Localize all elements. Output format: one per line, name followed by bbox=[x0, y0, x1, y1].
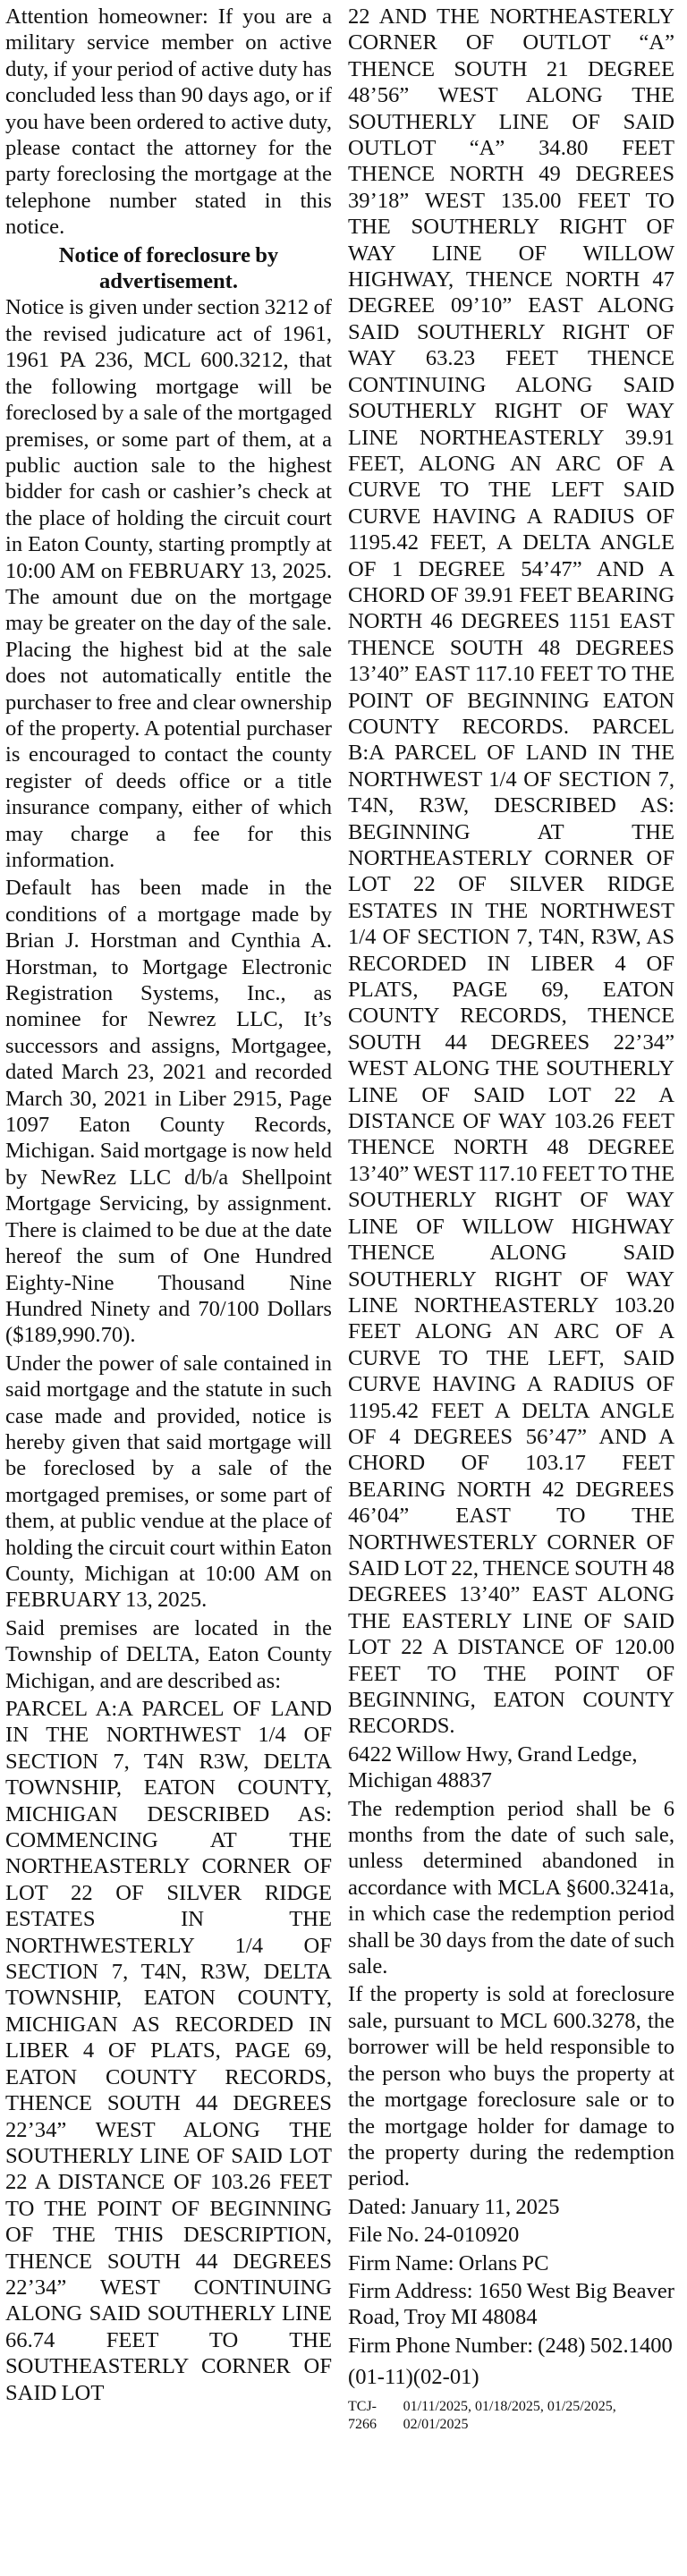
legal-description-part-1: PARCEL A:A PARCEL OF LAND IN THE NORTHWEST 1/4 OF SECTION 7, T4N R3W, DELTA TOWNSHIP, EATON COUNTY, MICHIGAN DESCRIBED AS: COMMENCING AT THE NORTHEASTERLY CORNER OF LOT 22 OF SILVER RIDGE ESTATES IN THE NORTHWESTERLY 1/4 OF SECTION 7, T4N, R3W, DELTA TOWNSHIP, EATON COUNTY, MICHIGAN AS RECORDED IN LIBER 4 OF PLATS, PAGE 69, EATON COUNTY RECORDS, THENCE SOUTH 44 DEGREES 22’34” WEST ALONG THE SOUTHERLY LINE OF SAID LOT 22 A DISTANCE OF 103.26 FEET TO THE POINT OF BEGINNING OF THE THIS DESCRIPTION, THENCE SOUTH 44 DEGREES 22’34” WEST CONTINUING ALONG SAID SOUTHERLY LINE 66.74 FEET TO THE SOUTHEASTERLY CORNER OF SAID LOT bbox=[5, 1697, 332, 2405]
legal-description-part-2: 22 AND THE NORTHEASTERLY CORNER OF OUTLOT “A” THENCE SOUTH 21 DEGREE 48’56” WEST ALONG THE SOUTHERLY LINE OF SAID OUTLOT “A” 34.80 FEET THENCE NORTH 49 DEGREES 39’18” WEST 135.00 FEET TO THE SOUTHERLY RIGHT OF WAY LINE OF WILLOW HIGHWAY, THENCE NORTH 47 DEGREE 09’10” EAST ALONG SAID SOUTHERLY RIGHT OF WAY 63.23 FEET THENCE CONTINUING ALONG SAID SOUTHERLY RIGHT OF WAY LINE NORTHEASTERLY 39.91 FEET, ALONG AN ARC OF A CURVE TO THE LEFT SAID CURVE HAVING A RADIUS OF 1195.42 FEET, A DELTA ANGLE OF 1 DEGREE 54’47” AND A CHORD OF 39.91 FEET BEARING NORTH 46 DEGREES 1151 EAST THENCE SOUTH 48 DEGREES 13’40” EAST 117.10 FEET TO THE POINT OF BEGINNING EATON COUNTY RECORDS. PARCEL B:A PARCEL OF LAND IN THE NORTHWEST 1/4 OF SECTION 7, T4N, R3W, DESCRIBED AS: BEGINNING AT THE NORTHEASTERLY CORNER OF LOT 22 OF SILVER RIDGE ESTATES IN THE NORTHWEST 1/4 OF SECTION 7, T4N, R3W, AS RECORDED IN LIBER 4 OF PLATS, PAGE 69, EATON COUNTY RECORDS, THENCE SOUTH 44 DEGREES 22’34” WEST ALONG THE SOUTHERLY LINE OF SAID LOT 22 A DISTANCE OF WAY 103.26 FEET THENCE NORTH 48 DEGREE 13’40” WEST 117.10 FEET TO THE SOUTHERLY RIGHT OF WAY LINE OF WILLOW HIGHWAY THENCE ALONG SAID SOUTHERLY RIGHT OF WAY LINE NORTHEASTERLY 103.20 FEET ALONG AN ARC OF A CURVE TO THE LEFT, SAID CURVE HAVING A RADIUS OF 1195.42 FEET A DELTA ANGLE OF 4 DEGREES 56’47” AND A CHORD OF 103.17 FEET BEARING NORTH 42 DEGREES 46’04” EAST TO THE NORTHWESTERLY CORNER OF SAID LOT 22, THENCE SOUTH 48 DEGREES 13’40” EAST ALONG THE EASTERLY LINE OF SAID LOT 22 A DISTANCE OF 120.00 FEET TO THE POINT OF BEGINNING, EATON COUNTY RECORDS. bbox=[348, 4, 674, 1739]
notice-right-column bbox=[340, 4, 674, 2576]
power-of-sale-paragraph: Under the power of sale contained in said mortgage and the statute in such case made and provided, notice is hereby given that said mortgage will be foreclosed by a sale of the mortgaged premises, or some part of them, at public vendue at the place of holding the circuit court within Eaton County, Michigan at 10:00 AM on FEBRUARY 13, 2025. bbox=[5, 1351, 332, 1613]
military-intro-paragraph: Attention homeowner: If you are a military service member on active duty, if your period of active duty has concluded less than 90 days ago, or if you have been ordered to active duty, please contact the attorney for the party foreclosing the mortgage at the telephone number stated in this notice. bbox=[5, 4, 332, 240]
premises-location-paragraph: Said premises are located in the Township of DELTA, Eaton County Michigan, and are described as: bbox=[5, 1615, 332, 1693]
address-line-2: Michigan 48837 bbox=[348, 1768, 492, 1793]
ad-id: TCJ-7266 bbox=[348, 2398, 377, 2432]
property-address bbox=[348, 1741, 674, 1794]
file-number: File No. 24-010920 bbox=[348, 2223, 520, 2248]
sale-notice-paragraph: Notice is given under section 3212 of the revised judicature act of 1961, 1961 PA 236, MCL 600.3212, that the following mortgage will be foreclosed by a sale of the mortgaged premises, or some part of them, at a public auction sale to the highest bidder for cash or cashier’s check at the place of holding the circuit court in Eaton County, starting promptly at 10:00 AM on FEBRUARY 13, 2025. The amount due on the mortgage may be greater on the day of the sale. Placing the highest bid at the sale does not automatically entitle the purchaser to free and clear ownership of the property. A potential purchaser is encouraged to contact the county register of deeds office or a title insurance company, either of which may charge a fee for this information. bbox=[5, 295, 332, 872]
notice-left-column bbox=[5, 4, 340, 2576]
address-line-1: 6422 Willow Hwy, Grand Ledge, bbox=[348, 1741, 638, 1767]
liability-paragraph: If the property is sold at foreclosure sale, pursuant to MCL 600.3278, the borrower will be held responsible to the person who buys the property at the mortgage foreclosure sale or to the mortgage holder for damage to the property during the redemption period. bbox=[348, 1982, 674, 2191]
publication-dates: 01/11/2025, 01/18/2025, 01/25/2025, 02/01/2025 bbox=[403, 2398, 616, 2432]
run-dates-code: (01-11)(02-01) bbox=[348, 2365, 479, 2390]
firm-phone: Firm Phone Number: (248) 502.1400 bbox=[348, 2333, 673, 2358]
firm-name: Firm Name: Orlans PC bbox=[348, 2250, 549, 2275]
firm-address: Firm Address: 1650 West Big Beaver Road, Troy MI 48084 bbox=[348, 2278, 674, 2330]
default-paragraph: Default has been made in the conditions of a mortgage made by Brian J. Horstman and Cynthia A. Horstman, to Mortgage Electronic Registration Systems, Inc., as nominee for Newrez LLC, It’s successors and assigns, Mortgagee, dated March 23, 2021 and recorded March 30, 2021 in Liber 2915, Page 1097 Eaton County Records, Michigan. Said mortgage is now held by NewRez LLC d/b/a Shellpoint Mortgage Servicing, by assignment. There is claimed to be due at the date hereof the sum of One Hundred Eighty-Nine Thousand Nine Hundred Ninety and 70/100 Dollars ($189,990.70). bbox=[5, 876, 332, 1348]
publication-footer bbox=[348, 2398, 674, 2434]
redemption-paragraph: The redemption period shall be 6 months from the date of such sale, unless determined abandoned in accordance with MCLA §600.3241a, in which case the redemption period shall be 30 days from the date of such sale. bbox=[348, 1796, 674, 1979]
notice-heading: Notice of foreclosure by advertisement. bbox=[58, 242, 279, 294]
dated-line: Dated: January 11, 2025 bbox=[348, 2194, 560, 2219]
